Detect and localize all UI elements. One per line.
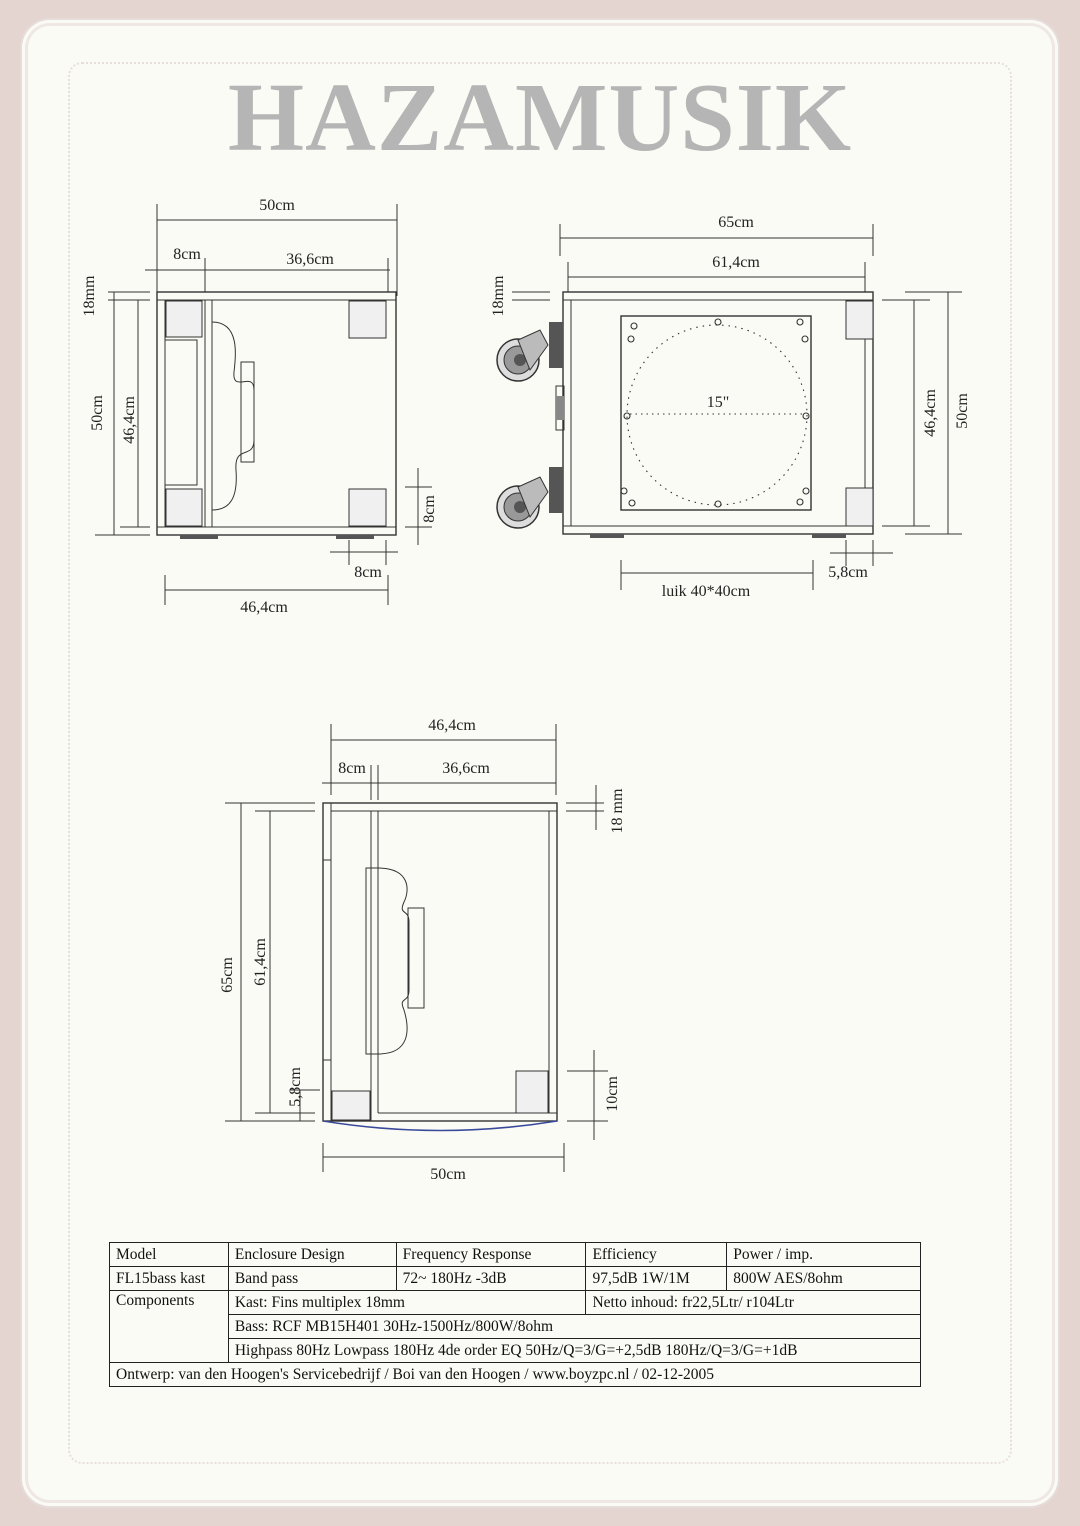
spec-kast: Kast: Fins multiplex 18mm — [228, 1291, 586, 1315]
front-dim-height: 50cm — [954, 393, 971, 429]
top-curved-edge — [323, 1121, 557, 1131]
side-dim-width: 50cm — [259, 197, 295, 214]
side-dim-height: 50cm — [89, 395, 106, 431]
spec-footer-row — [110, 1363, 921, 1387]
top-corner-block-left — [332, 1091, 370, 1120]
top-dim-inner: 36,6cm — [442, 760, 490, 777]
front-dim-inner: 61,4cm — [712, 254, 760, 271]
spec-header-power: Power / imp. — [727, 1243, 921, 1267]
driver-label: 15" — [706, 394, 730, 411]
top-view — [219, 717, 626, 1183]
top-dim-lip: 10cm — [604, 1076, 621, 1112]
side-dim-front: 8cm — [173, 246, 201, 263]
side-corner-block-br — [349, 489, 386, 526]
front-dim-width: 65cm — [718, 214, 754, 231]
caster-bottom — [497, 467, 563, 528]
spec-frequency: 72~ 180Hz -3dB — [396, 1267, 586, 1291]
top-dim-foot: 5,8cm — [287, 1067, 304, 1107]
side-corner-block-tl — [166, 301, 202, 337]
top-dim-outer: 65cm — [219, 957, 236, 993]
spec-header-frequency: Frequency Response — [396, 1243, 586, 1267]
spec-power: 800W AES/8ohm — [727, 1267, 921, 1291]
spec-filter: Highpass 80Hz Lowpass 180Hz 4de order EQ 50Hz/Q=3/G=+2,5dB 180Hz/Q=3/G=+1dB — [228, 1339, 920, 1363]
spec-components-label: Components — [110, 1291, 229, 1363]
front-corner-block-tr — [846, 301, 873, 339]
side-dim-base: 46,4cm — [240, 599, 288, 616]
top-dim-inner-length: 61,4cm — [252, 938, 269, 986]
spec-footer: Ontwerp: van den Hoogen's Servicebedrijf / Boi van den Hoogen / www.boyzpc.nl / 02-12-2005 — [110, 1363, 921, 1387]
front-dim-inner-height: 46,4cm — [922, 389, 939, 437]
front-view — [490, 214, 971, 600]
driver-outline — [627, 325, 807, 505]
side-dim-foot-bottom: 8cm — [354, 564, 382, 581]
caster-top — [497, 322, 563, 381]
side-foot-left — [180, 535, 218, 539]
spec-bass: Bass: RCF MB15H401 30Hz-1500Hz/800W/8ohm — [228, 1315, 920, 1339]
top-dim-wall: 18 mm — [609, 788, 626, 834]
side-dim-inner: 36,6cm — [286, 251, 334, 268]
spec-values-row — [110, 1267, 921, 1291]
front-dim-foot: 5,8cm — [828, 564, 868, 581]
spec-efficiency: 97,5dB 1W/1M — [586, 1267, 727, 1291]
front-corner-block-br — [846, 488, 873, 526]
side-view — [81, 197, 438, 616]
spec-model: FL15bass kast — [110, 1267, 229, 1291]
side-dim-inner-height: 46,4cm — [121, 396, 138, 444]
spec-enclosure: Band pass — [228, 1267, 396, 1291]
top-dim-front: 8cm — [338, 760, 366, 777]
side-dim-wall: 18mm — [81, 275, 98, 317]
side-corner-block-tr — [349, 301, 386, 338]
spec-volume: Netto inhoud: fr22,5Ltr/ r104Ltr — [586, 1291, 921, 1315]
spec-header-efficiency: Efficiency — [586, 1243, 727, 1267]
spec-filter-row — [110, 1339, 921, 1363]
top-dim-depth: 46,4cm — [428, 717, 476, 734]
front-dim-hatch: luik 40*40cm — [661, 583, 751, 600]
front-foot-right — [812, 534, 846, 538]
top-dim-width: 50cm — [430, 1166, 466, 1183]
spec-table — [109, 1242, 921, 1387]
side-corner-block-bl — [166, 489, 202, 526]
spec-bass-row — [110, 1315, 921, 1339]
page-title: HAZAMUSIK — [227, 64, 853, 172]
spec-components-row — [110, 1291, 921, 1315]
spec-header-enclosure: Enclosure Design — [228, 1243, 396, 1267]
side-foot-right — [336, 535, 374, 539]
front-dim-wall: 18mm — [490, 275, 507, 317]
driver-screws — [621, 319, 809, 507]
spec-header-model: Model — [110, 1243, 229, 1267]
front-hatch — [621, 316, 811, 510]
side-dim-foot-side: 8cm — [421, 495, 438, 523]
front-foot-left — [590, 534, 624, 538]
top-corner-block-right — [516, 1071, 548, 1113]
spec-header-row — [110, 1243, 921, 1267]
